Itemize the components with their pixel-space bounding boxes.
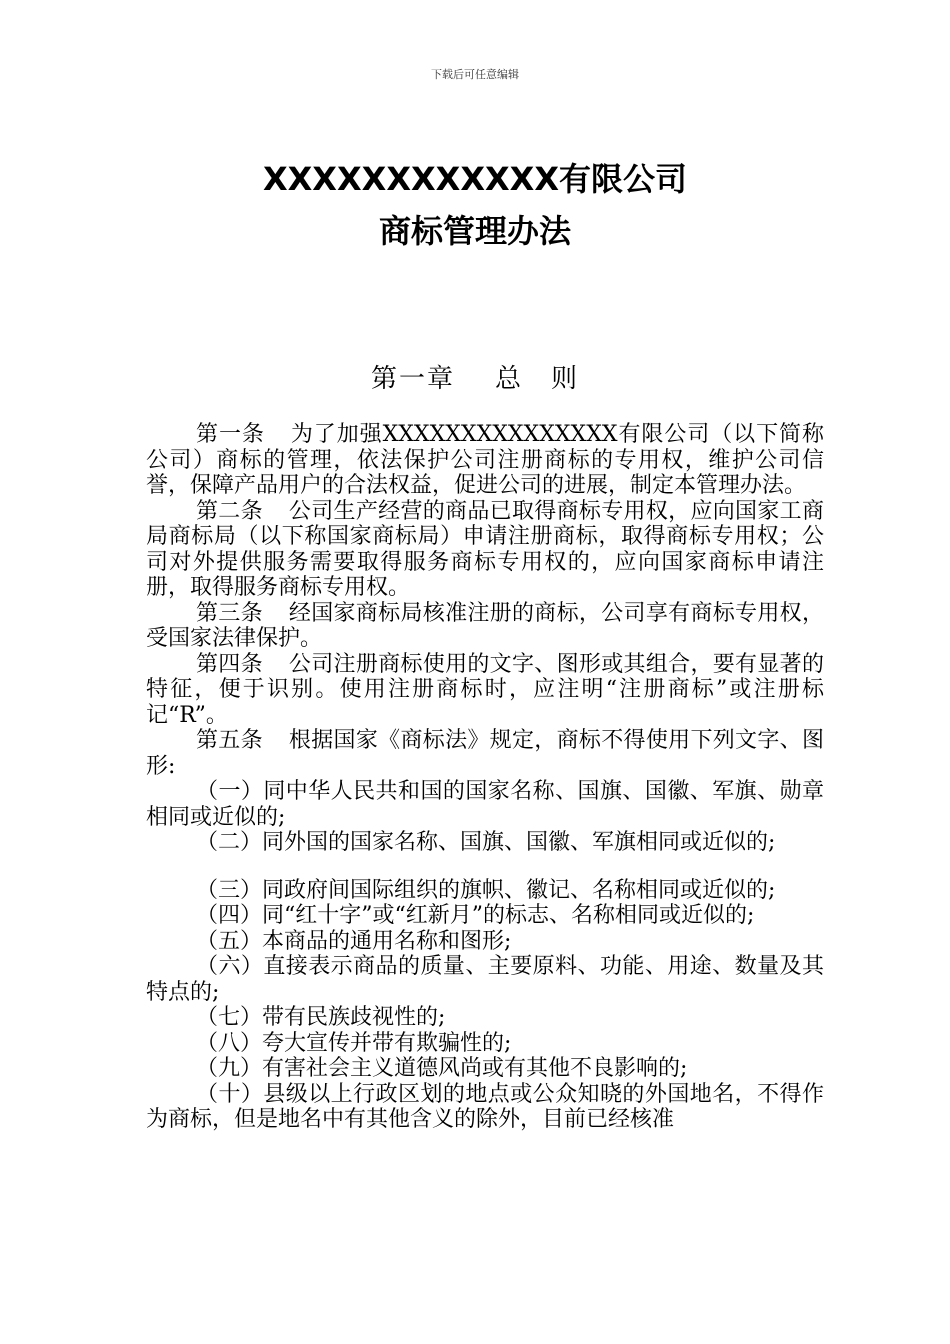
article-label: 第二条 bbox=[196, 498, 263, 524]
list-item: （三）同政府间国际组织的旗帜、徽记、名称相同或近似的; bbox=[196, 877, 776, 903]
list-item: （九）有害社会主义道德风尚或有其他不良影响的; bbox=[196, 1056, 688, 1081]
article-label: 第五条 bbox=[196, 728, 263, 753]
list-item: （七）带有民族歧视性的; bbox=[196, 1005, 446, 1030]
list-item: （八）夸大宣传并带有欺骗性的; bbox=[196, 1030, 512, 1056]
article-2 bbox=[146, 499, 824, 601]
chapter-number: 第一章 bbox=[370, 364, 455, 394]
article-label: 第三条 bbox=[196, 600, 263, 626]
article-5 bbox=[146, 728, 824, 779]
article-text: 经国家商标局核准注册的商标，公司享有商标专用权，受国家法律保护。 bbox=[146, 600, 824, 651]
article-text: 为了加强XXXXXXXXXXXXXXX有限公司（以下简称公司）商标的管理，依法保护公司注册商标的专用权，维护公司信誉，保障产品用户的合法权益，促进公司的进展，制定本管理办法。 bbox=[146, 422, 824, 498]
list-item: （十）县级以上行政区划的地点或公众知晓的外国地名，不得作为商标，但是地名中有其他含义的除外，目前已经核准 bbox=[146, 1081, 824, 1132]
list-item: （一）同中华人民共和国的国家名称、国旗、国徽、军旗、勋章相同或近似的; bbox=[146, 779, 824, 830]
article-3 bbox=[146, 601, 824, 652]
article-label: 第四条 bbox=[196, 651, 263, 677]
article-text: 公司注册商标使用的文字、图形或其组合，要有显著的特征，便于识别。使用注册商标时，应注明“注册商标”或注册标记“R”。 bbox=[146, 651, 824, 728]
article-text: 根据国家《商标法》规定，商标不得使用下列文字、图形: bbox=[146, 728, 824, 779]
list-item: （五）本商品的通用名称和图形; bbox=[196, 928, 512, 954]
document-title-regulation: 商标管理办法 bbox=[378, 212, 571, 250]
header-note: 下载后可任意编辑 bbox=[431, 68, 519, 81]
blank-line bbox=[146, 856, 824, 878]
chapter-title-char-2: 则 bbox=[551, 364, 580, 394]
article-4 bbox=[146, 652, 824, 729]
document-title-company: XXXXXXXXXXXX有限公司 bbox=[262, 160, 688, 198]
chapter-heading bbox=[0, 358, 950, 395]
document-body bbox=[146, 422, 824, 1133]
list-item: （二）同外国的国家名称、国旗、国徽、军旗相同或近似的; bbox=[196, 830, 776, 855]
article-1 bbox=[146, 422, 824, 499]
chapter-title-char-1: 总 bbox=[494, 364, 523, 394]
list-item: （六）直接表示商品的质量、主要原料、功能、用途、数量及其特点的; bbox=[146, 954, 824, 1005]
article-text: 公司生产经营的商品已取得商标专用权，应向国家工商局商标局（以下称国家商标局）申请注册商标，取得商标专用权；公司对外提供服务需要取得服务商标专用权的，应向国家商标申请注册，取得服务商标专用权。 bbox=[146, 498, 824, 600]
article-label: 第一条 bbox=[196, 422, 265, 447]
list-item: （四）同“红十字”或“红新月”的标志、名称相同或近似的; bbox=[196, 903, 755, 928]
